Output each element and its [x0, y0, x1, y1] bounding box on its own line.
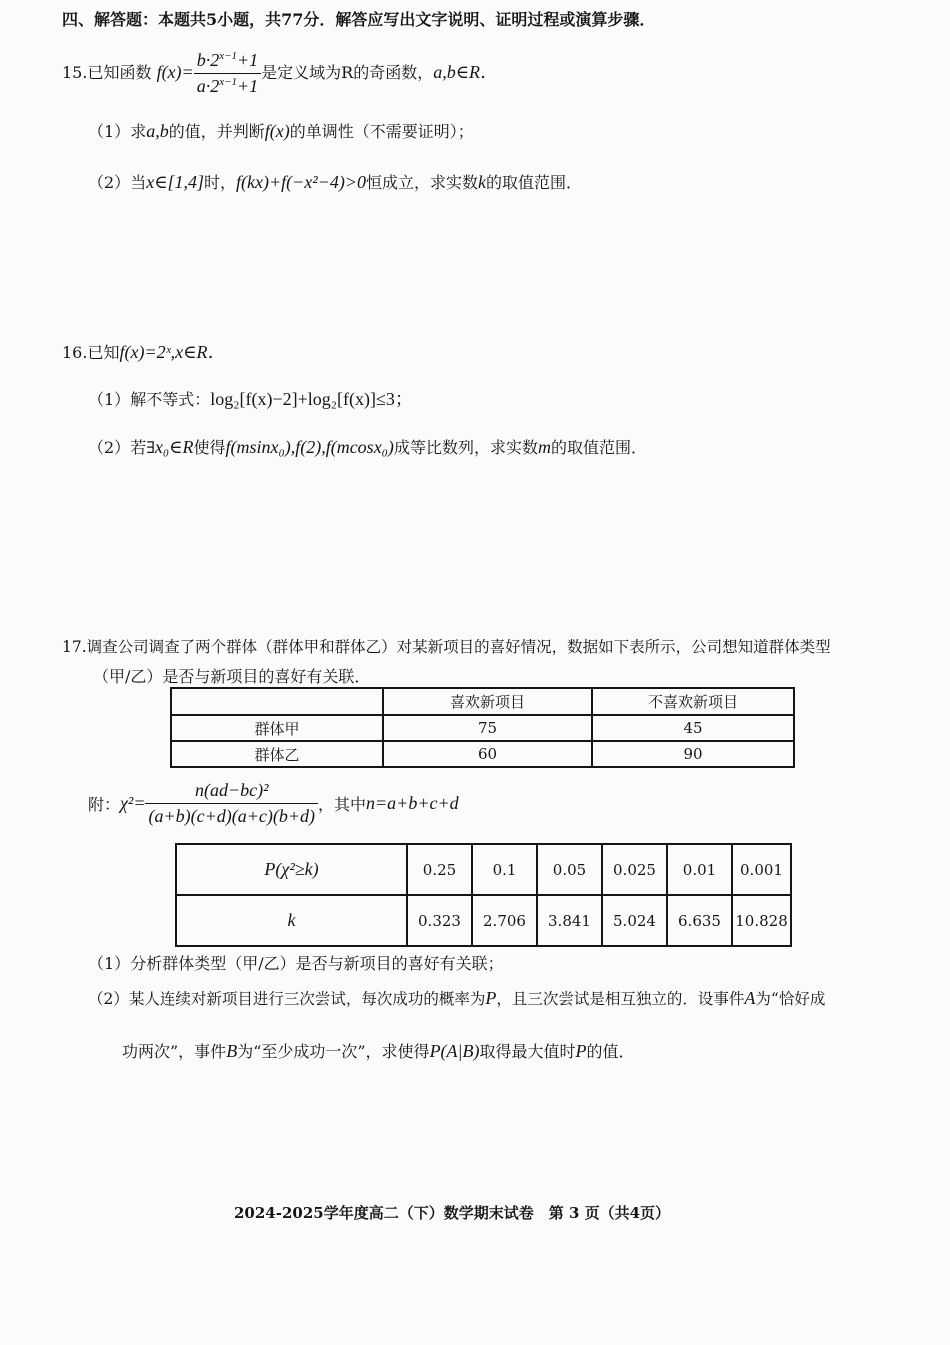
critical-value-table	[175, 843, 792, 947]
table-cell: 0.323	[407, 895, 472, 946]
table-cell: 60	[383, 741, 592, 767]
table-cell: k	[176, 895, 407, 946]
question-16: 16.已知f(x)=2ˣ,x∈R．	[62, 342, 226, 362]
survey-table	[170, 687, 795, 768]
question-15-part-1: （1）求a,b的值，并判断f(x)的单调性（不需要证明）；	[88, 121, 474, 141]
formula-n: n=a+b+c+d	[366, 793, 459, 813]
chi-symbol: χ²=	[120, 793, 146, 813]
table-cell: 3.841	[537, 895, 602, 946]
question-15	[62, 50, 498, 97]
section-header: 四、解答题：本题共5小题，共77分．解答应写出文字说明、证明过程或演算步骤．	[62, 10, 656, 29]
question-17-part-1: （1）分析群体类型（甲/乙）是否与新项目的喜好有关联；	[88, 954, 504, 973]
question-after: 是定义域为R的奇函数，	[261, 63, 434, 82]
question-16-part-1: （1）解不等式：log₂[f(x)−2]+log₂[f(x)]≤3；	[88, 389, 413, 409]
question-17-line-2: （甲/乙）是否与新项目的喜好有关联．	[93, 667, 371, 686]
question-16-part-2: （2）若∃x₀∈R使得f(msinx₀),f(2),f(mcosx₀)成等比数列，求实数m的取值范围．	[88, 437, 647, 457]
table-cell: 5.024	[602, 895, 667, 946]
table-cell: 90	[592, 741, 794, 767]
question-17-part-2-line-2: 功两次”，事件B为“至少成功一次”，求使得P(A|B)取得最大值时P的值．	[122, 1041, 635, 1061]
table-cell: P(χ²≥k)	[176, 844, 407, 895]
question-intro: 已知函数	[87, 63, 152, 82]
table-cell: 0.25	[407, 844, 472, 895]
table-cell: 75	[383, 715, 592, 741]
table-row	[171, 715, 794, 741]
table-cell: 10.828	[732, 895, 791, 946]
function-lhs: f(x)=	[156, 62, 194, 82]
table-header-cell: 不喜欢新项目	[592, 688, 794, 715]
table-cell: 群体甲	[171, 715, 383, 741]
question-number: 15.	[62, 63, 88, 82]
table-cell: 45	[592, 715, 794, 741]
table-row	[176, 895, 791, 946]
table-cell: 2.706	[472, 895, 537, 946]
table-cell: 0.05	[537, 844, 602, 895]
formula-denominator: (a+b)(c+d)(a+c)(b+d)	[148, 806, 316, 826]
question-17: 17.调查公司调查了两个群体（群体甲和群体乙）对某新项目的喜好情况，数据如下表所示，公司想知道群体类型	[62, 638, 831, 656]
formula-fraction	[145, 780, 318, 827]
formula-where: ，其中	[318, 795, 367, 814]
question-params: a,b∈R．	[433, 62, 499, 82]
table-row	[171, 741, 794, 767]
page-footer: 2024-2025学年度高二（下）数学期末试卷 第 3 页（共4页）	[234, 1204, 671, 1222]
table-cell: 0.025	[602, 844, 667, 895]
table-cell: 0.001	[732, 844, 791, 895]
table-cell: 0.1	[472, 844, 537, 895]
table-cell: 6.635	[667, 895, 732, 946]
function-fraction	[194, 50, 261, 97]
formula-label: 附：	[88, 795, 121, 814]
table-cell: 群体乙	[171, 741, 383, 767]
table-header-cell	[171, 688, 383, 715]
formula-numerator: n(ad−bc)²	[145, 780, 318, 804]
table-row	[176, 844, 791, 895]
chi-square-formula	[88, 780, 459, 827]
question-17-part-2: （2）某人连续对新项目进行三次尝试，每次成功的概率为P，且三次尝试是相互独立的．设事件A为“恰好成	[88, 988, 826, 1008]
question-15-part-2: （2）当x∈[1,4]时，f(kx)+f(−x²−4)>0恒成立，求实数k的取值范围．	[88, 172, 583, 192]
table-header-cell: 喜欢新项目	[383, 688, 592, 715]
fraction-denominator: $a\cdot 2^{x-1}+1$	[196, 76, 259, 96]
fraction-numerator: $b\cdot 2^{x-1}+1$	[194, 50, 261, 74]
table-cell: 0.01	[667, 844, 732, 895]
